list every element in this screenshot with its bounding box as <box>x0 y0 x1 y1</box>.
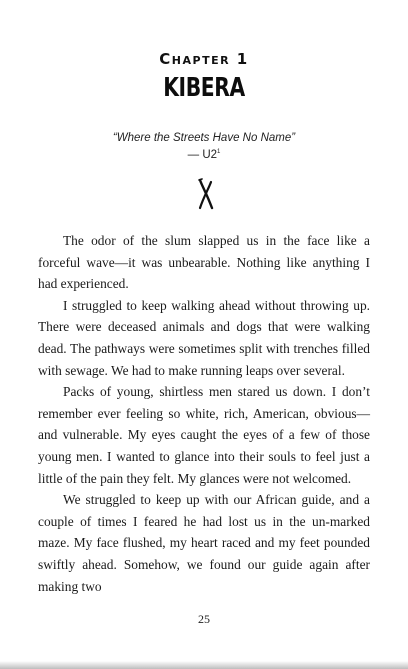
epigraph-attribution <box>0 149 408 161</box>
paragraph: I struggled to keep walking ahead without throwing up. There were deceased animals and dogs that were walking dead. The pathways were sometimes split with trenches filled with sewage. We had to make running leaps over several. <box>38 297 370 378</box>
footnote-marker: 1 <box>217 149 221 156</box>
chapter-title: KIBERA <box>163 73 245 103</box>
epigraph-author: — U2 <box>187 149 218 161</box>
page-number: 25 <box>198 612 210 626</box>
paragraph: We struggled to keep up with our African guide, and a couple of times I feared he had lost us in the un-marked maze. My face flushed, my heart raced and my feet pounded swiftly ahead. Somehow, we found our guide again after making two <box>38 492 370 594</box>
paragraph: Packs of young, shirtless men stared us down. I don’t remember ever feeling so white, rich, American, obvious—and vulnerable. My eyes caught the eyes of a few of those young men. I wanted to glance into their souls to feel just a little of the pain they felt. My glances were not welcomed. <box>38 384 370 486</box>
epigraph-quote: “Where the Streets Have No Name” <box>112 132 296 144</box>
paragraph: The odor of the slum slapped us in the face like a forceful wave—it was unbearable. Nothing like anything I had experienced. <box>38 233 370 292</box>
chapter-body <box>38 230 370 597</box>
ink-cross-ornament-icon <box>196 178 216 212</box>
page-edge-shadow <box>0 661 408 669</box>
chapter-label: Chapter 1 <box>159 50 249 68</box>
